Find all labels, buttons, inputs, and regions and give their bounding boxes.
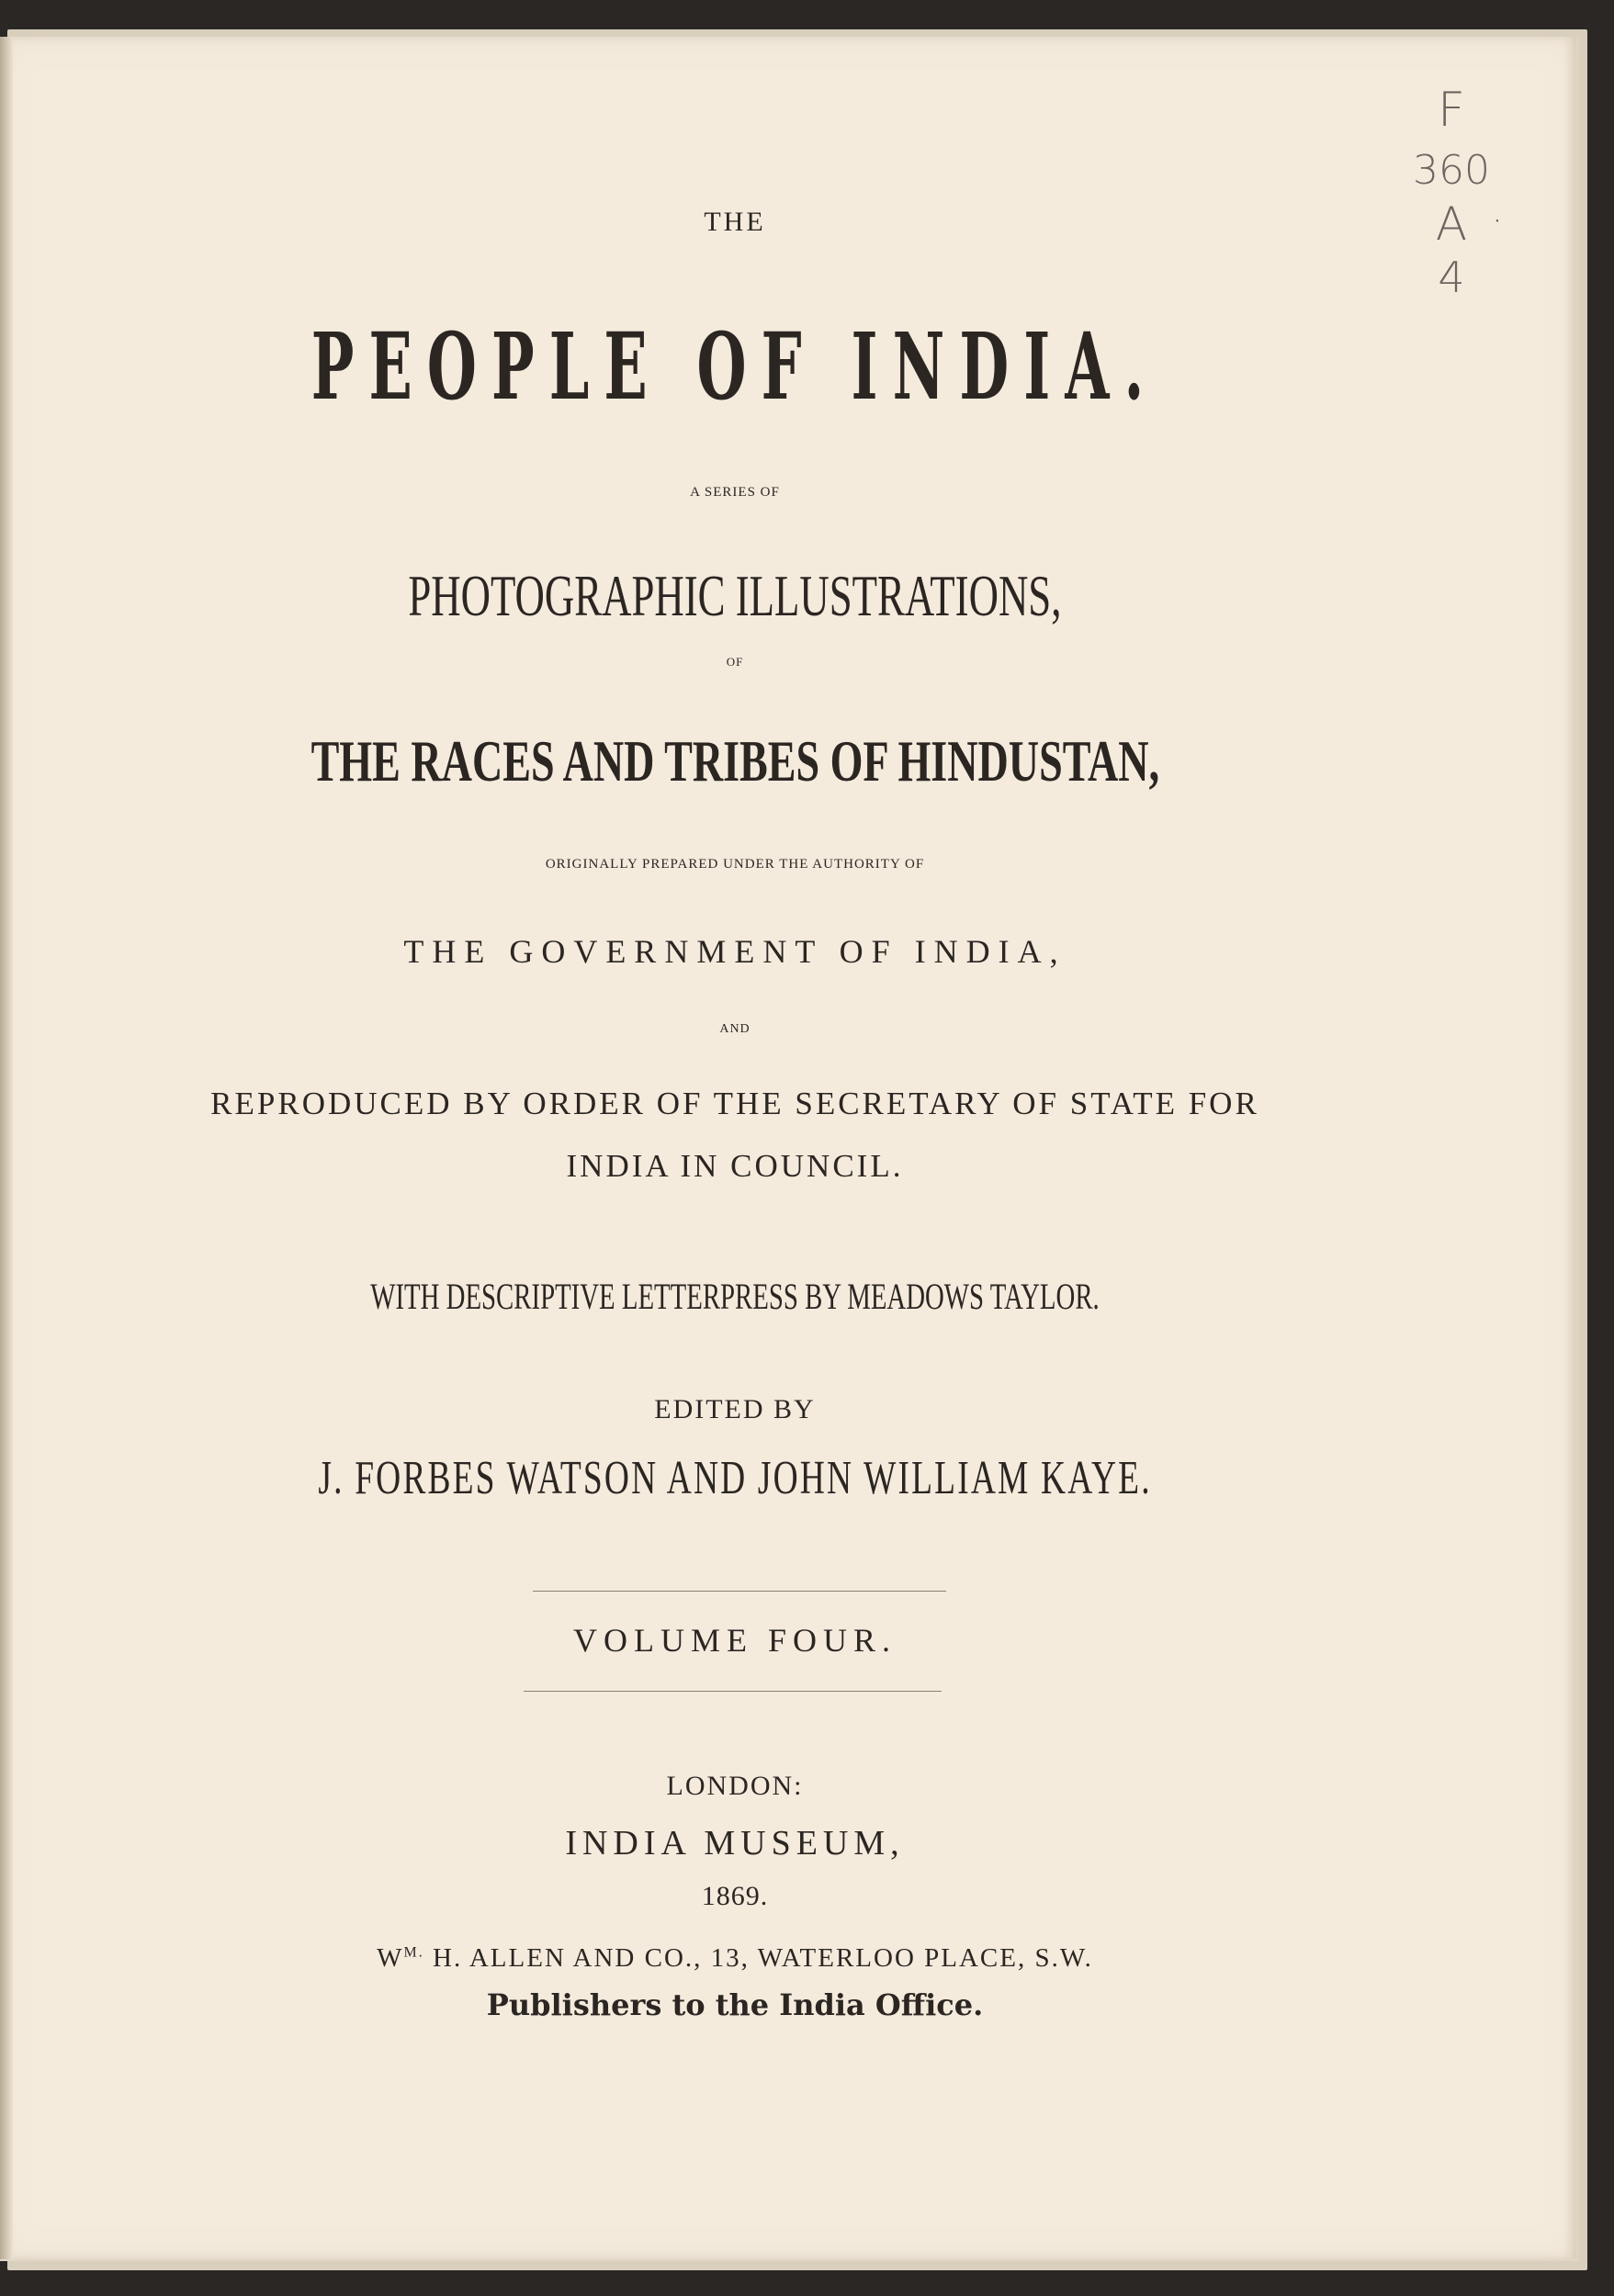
- shelfmark-line-2: 360: [1413, 147, 1490, 194]
- subtitle-photographic: [0, 562, 1470, 630]
- descriptive-letterpress: [0, 1275, 1470, 1318]
- subtitle-races-text: THE RACES AND TRIBES OF HINDUSTAN,: [310, 728, 1159, 793]
- series-of: A SERIES OF: [690, 485, 780, 500]
- year: 1869.: [701, 1881, 769, 1911]
- editors-text: J. FORBES WATSON AND JOHN WILLIAM KAYE.: [318, 1452, 1152, 1504]
- shelfmark-dot: ·: [1491, 200, 1504, 242]
- main-title-text: PEOPLE OF INDIA.: [310, 312, 1159, 421]
- publisher-address: [0, 1943, 1470, 1974]
- originally-prepared: ORIGINALLY PREPARED UNDER THE AUTHORITY OF: [545, 857, 925, 872]
- reproduced-line-1: REPRODUCED BY ORDER OF THE SECRETARY OF STATE FOR: [210, 1086, 1259, 1121]
- publisher-rest: H. ALLEN AND CO., 13, WATERLOO PLACE, S.W.: [423, 1943, 1093, 1973]
- and-connector: AND: [719, 1022, 751, 1036]
- publisher-role: Publishers to the India Office.: [486, 1987, 984, 2022]
- title-the: THE: [704, 207, 766, 237]
- publisher-superscript: M.: [403, 1944, 424, 1961]
- of-connector: OF: [726, 655, 744, 669]
- shelfmark-line-4: 4: [1438, 253, 1465, 302]
- shelfmark-line-1: F: [1438, 83, 1465, 138]
- volume-four: VOLUME FOUR.: [572, 1622, 897, 1659]
- reproduced-line-2: INDIA IN COUNCIL.: [566, 1148, 904, 1184]
- rule-below-volume: [524, 1691, 942, 1692]
- publisher-prefix: W: [377, 1943, 404, 1973]
- subtitle-photographic-text: PHOTOGRAPHIC ILLUSTRATIONS,: [408, 563, 1062, 628]
- editors: [0, 1451, 1470, 1505]
- india-museum: INDIA MUSEUM,: [565, 1824, 905, 1863]
- main-title: [0, 312, 1470, 421]
- edited-by: EDITED BY: [654, 1394, 816, 1424]
- subtitle-races: [0, 727, 1470, 795]
- rule-above-volume: [533, 1591, 946, 1592]
- shelfmark-line-3: A: [1435, 197, 1468, 251]
- london: LONDON:: [666, 1771, 804, 1801]
- government-of-india: THE GOVERNMENT OF INDIA,: [403, 933, 1067, 970]
- title-page: [0, 37, 1579, 2261]
- descriptive-letterpress-text: WITH DESCRIPTIVE LETTERPRESS BY MEADOWS TAYLOR.: [370, 1276, 1100, 1317]
